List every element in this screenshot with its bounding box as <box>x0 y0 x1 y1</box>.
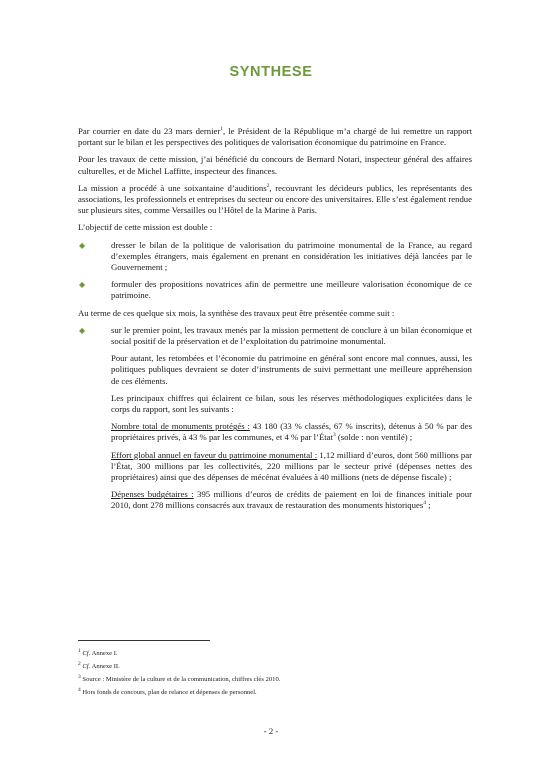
footnote-3: $^3$ Source : Ministère de la culture et de la communication, chiffres clés 2010. <box>78 673 281 683</box>
bullet-item: ◆ dresser le bilan de la politique de valorisation du patrimoine monumental de la France, au regard d’exemples étrangers, mais également en prenant en considération les initiatives déjà lancées par le Gouvernement ; <box>79 239 472 273</box>
page-title: SYNTHESE <box>229 64 313 80</box>
footnote-ref-3[interactable]: 3 <box>332 432 336 439</box>
effort-label: Effort global annuel en faveur du patrimoine monumental : <box>111 449 318 460</box>
monuments-label: Nombre total de monuments protégés : <box>111 421 250 432</box>
bullet-first-point: sur le premier point, les travaux menés par la mission permettent de conclure à un bilan économique et social positif de la préservation et de l’exploitation du patrimoine monumental. <box>111 324 472 347</box>
diamond-bullet-icon: ◆ <box>79 280 86 290</box>
subparagraph-budget: Dépenses budgétaires : 395 millions d’euros de crédits de paiement en loi de finances initiale pour 2010, dont 278 millions consacrés aux travaux de restauration des monuments historiques$^4$ ; <box>111 489 473 511</box>
bullet-item: ◆ formuler des propositions novatrices afin de permettre une meilleure valorisation économique de ce patrimoine. <box>79 279 472 301</box>
footnotes <box>78 647 472 702</box>
diamond-bullet-icon: ◆ <box>79 240 86 250</box>
diamond-bullet-icon: ◆ <box>79 325 86 335</box>
footnote-1: $^1$ Cf. Annexe I. <box>78 647 118 657</box>
budget-label: Dépenses budgétaires : <box>111 489 194 500</box>
footnote-2: $^2$ Cf. Annexe II. <box>78 660 120 670</box>
bullet-item <box>78 325 472 518</box>
page-number: - 2 - <box>263 726 279 736</box>
paragraph-summary-intro: Au terme de ces quelque six mois, la synthèse des travaux peut être présentée comme suit : <box>78 307 395 318</box>
subparagraph-monuments: Nombre total de monuments protégés : 43 180 (33 % classés, 67 % inscrits), détenus à 50 % par des propriétaires privés, à 43 % par les communes, et 4 % par l’État$^3$ (solde : non ventilé) ; <box>111 421 472 443</box>
footnote-ref-1[interactable]: 1 <box>220 126 223 133</box>
footnote-divider <box>78 640 210 641</box>
footnote-ref-4[interactable]: 4 <box>423 500 426 507</box>
footnote-ref-2[interactable]: 2 <box>266 182 270 189</box>
paragraph-team: Pour les travaux de cette mission, j’ai bénéficié du concours de Bernard Notari, inspecteur général des affaires culturelles, et de Michel Laffitte, inspecteur des finances. <box>78 154 472 176</box>
paragraph-objective: L’objectif de cette mission est double : <box>78 222 213 233</box>
document-body <box>78 126 472 524</box>
subparagraph-impact: Pour autant, les retombées et l’économie du patrimoine en général sont encore mal connues, aussi, les politiques publiques devraient se doter d’instruments de suivi permettant une meilleure appréhension de ces éléments. <box>111 353 472 386</box>
footnote-4: $^4$ Hors fonds de concours, plan de relance et dépenses de personnel. <box>78 686 257 696</box>
subparagraph-effort: Effort global annuel en faveur du patrimoine monumental : 1,12 milliard d’euros, dont 560 millions par l’État, 300 millions par les collectivités, 220 millions par le secteur privé (dépenses nettes des propriétaires) ainsi que des dépenses de mécénat évaluées à 40 millions (nets de dépense fiscale) ; <box>111 449 472 483</box>
paragraph-intro: Par courrier en date du 23 mars dernier$^1$, le Président de la République m’a chargé de lui remettre un rapport portant sur le bilan et les perspectives des politiques de valorisation économique du patrimoine en France. <box>78 126 472 148</box>
paragraph-auditions: La mission a procédé à une soixantaine d’auditions$^2$, recouvrant les décideurs publics, les représentants des associations, les professionnels et entreprises du secteur ou encore des universitaires. Elle s’est également rendue sur plusieurs sites, comme Versailles ou l’Hôtel de la Marine à Paris. <box>78 182 472 216</box>
subparagraph-figures-intro: Les principaux chiffres qui éclairent ce bilan, sous les réserves méthodologiques explicitées dans le corps du rapport, sont les suivants : <box>111 392 472 415</box>
